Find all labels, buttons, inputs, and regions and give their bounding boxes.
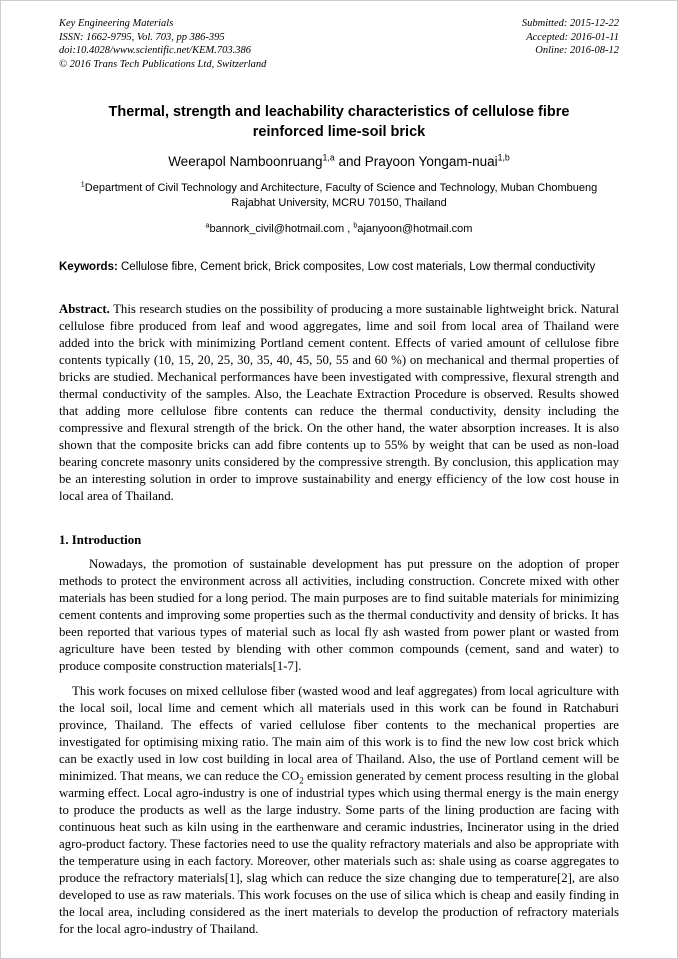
keywords-block: [59, 259, 619, 275]
introduction-paragraph-2-text-a: This work focuses on mixed cellulose fiber (wasted wood and leaf aggregates) from local agriculture with the local soil, local lime and cement which all materials used in this work can be found in Ratchaburi province, Thailand. The effects of varied cellulose fiber contents to the mechanical properties are investigated for optimising mixing ratio. The main aim of this work is to find the new low cost brick which can be exactly used in low cost building in local area of Thailand. Also, the use of Portland cement will be minimized. That means, we can reduce the CO: [59, 684, 619, 784]
section-heading-introduction: 1. Introduction: [59, 533, 142, 548]
author-1: Weerapol Namboonruang: [168, 154, 323, 170]
submission-dates: [522, 17, 619, 72]
email-b-superscript: b: [353, 221, 358, 230]
introduction-paragraph-1: Nowadays, the promotion of sustainable development has put pressure on the adoption of proper methods to protect the environment across all activities, including construction. Concrete mixed with other materials has been studied for a long period. The main purposes are to find suitable materials for minimizing cement contents and improving some properties such as the thermal conductivity and density of bricks. It has been reported that various types of material such as local fly ash wasted from power plant or wasted from agriculture have been tested by blending with other common compounds (cement, sand and water) to produce composite construction materials[1-7].: [59, 557, 619, 674]
journal-issn-volume: ISSN: 1662-9795, Vol. 703, pp 386-395: [59, 31, 225, 43]
online-date: Online: 2016-08-12: [535, 45, 619, 57]
journal-doi: doi:10.4028/www.scientific.net/KEM.703.386: [59, 45, 251, 57]
keywords-label: Keywords:: [59, 260, 118, 273]
submitted-date: Submitted: 2015-12-22: [521, 18, 619, 29]
author-1-superscript: 1,a: [322, 152, 335, 163]
email-separator: ,: [344, 222, 354, 235]
keywords-text: Cellulose fibre, Cement brick, Brick composites, Low cost materials, Low thermal conductivity: [117, 260, 596, 273]
paper-title: Thermal, strength and leachability characteristics of cellulose fibre reinforced lime-soil brick: [108, 103, 570, 140]
abstract-label: Abstract.: [59, 301, 110, 316]
accepted-date: Accepted: 2016-01-11: [526, 31, 619, 43]
author-2-superscript: 1,b: [497, 152, 510, 163]
email-a-superscript: a: [205, 221, 210, 230]
authors-line: [59, 154, 619, 169]
journal-title: Key Engineering Materials: [59, 18, 174, 29]
email-b: ajanyoon@hotmail.com: [357, 222, 473, 235]
affiliation-superscript: 1: [80, 180, 85, 189]
page-header: [59, 17, 619, 72]
author-2: and Prayoon Yongam-nuai: [334, 154, 498, 170]
emails-line: [59, 223, 619, 235]
email-a: bannork_civil@hotmail.com: [209, 222, 345, 235]
journal-copyright: © 2016 Trans Tech Publications Ltd, Switzerland: [59, 58, 267, 70]
abstract-text: This research studies on the possibility of producing a more sustainable lightweight brick. Natural cellulose fibre produced from leaf and wood aggregates, lime and soil from local area of Thailand were added into the brick with minimizing Portland cement content. Effects of varied amount of cellulose fibre contents typically (10, 15, 20, 25, 30, 35, 40, 45, 50, 55 and 60 %) on mechanical and thermal properties of bricks are studied. Mechanical performances have been investigated with compressive, flexural strength and thermal conductivity of the samples. Also, the Leachate Extraction Procedure is observed. Results showed that adding more cellulose fibre contents can reduce the thermal conductivity, density including the compressive and flexural strength of the brick. On the other hand, the water absorption increases. It is also shown that the composite bricks can add fibre contents up to 55% by weight that can be used as non-load bearing concrete masonry units considered by the compressive strength. By conclusion, this application may be an interesting solution in order to improve sustainability and energy efficiency of the low cost house in local area of Thailand.: [59, 301, 619, 504]
co2-subscript: 2: [299, 775, 304, 786]
affiliation: [59, 181, 619, 211]
abstract-block: [59, 301, 619, 505]
affiliation-text: Department of Civil Technology and Architecture, Faculty of Science and Technology, Muban Chombueng Rajabhat University, MCRU 70150, Thailand: [84, 182, 598, 209]
introduction-paragraph-2: [59, 683, 619, 938]
journal-info: [59, 17, 266, 72]
introduction-paragraph-2-text-b: emission generated by cement process resulting in the global warming effect. Local agro-industry is one of industrial types which using thermal energy is the main energy to produce the products as well as the large industry. Some parts of the lining production are facing with continuous heat such as kiln using in the earthenware and ceramic industries, Incinerator using in the dried agro-product factory. These factories need to use the quality refractory materials and also be appropriate with the temperature using in each factory. Moreover, other materials such as: shale using as coarse aggregates to produce the refractory materials[1], slag which can reduce the size changing due to temperature[2], are also developed to use as raw materials. This work focuses on the use of silica which is cheap and easily finding in the local area, including considered as the inert materials to develop the production of refractory materials for the local agro-industry of Thailand.: [59, 769, 619, 937]
